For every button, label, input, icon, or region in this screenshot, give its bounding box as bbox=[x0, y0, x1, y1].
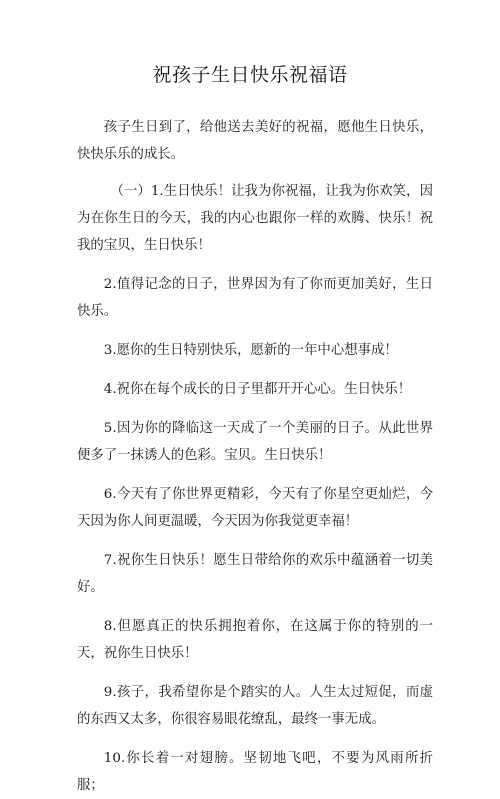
paragraph-item-6: 6.今天有了你世界更精彩，今天有了你星空更灿烂，今天因为你人间更温暖，今天因为你我觉更幸福！ bbox=[77, 487, 433, 529]
paragraph-item-8: 8.但愿真正的快乐拥抱着你，在这属于你的特别的一天，祝你生日快乐！ bbox=[77, 619, 433, 661]
paragraph-item-4: 4.祝你在每个成长的日子里都开开心心。生日快乐！ bbox=[103, 382, 412, 397]
document-body bbox=[77, 114, 433, 799]
paragraph-item-7: 7.祝你生日快乐！愿生日带给你的欢乐中蕴涵着一切美好。 bbox=[77, 553, 433, 595]
paragraph-item-3: 3.愿你的生日特别快乐，愿新的一年中心想事成！ bbox=[103, 343, 398, 358]
paragraph-item-10: 10.你长着一对翅膀。坚韧地飞吧，不要为风雨所折服； bbox=[77, 751, 433, 793]
paragraph-intro: 孩子生日到了，给他送去美好的祝福，愿他生日快乐，快快乐乐的成长。 bbox=[77, 120, 433, 162]
paragraph-item-5: 5.因为你的降临这一天成了一个美丽的日子。从此世界便多了一抹诱人的色彩。宝贝。生日快乐！ bbox=[77, 421, 433, 463]
paragraph-item-9: 9.孩子，我希望你是个踏实的人。人生太过短促，而虚的东西又太多，你很容易眼花缭乱，最终一事无成。 bbox=[77, 685, 433, 727]
paragraph-item-1: （一）1.生日快乐！让我为你祝福，让我为你欢笑，因为在你生日的今天，我的内心也跟你一样的欢腾、快乐！祝我的宝贝，生日快乐！ bbox=[77, 184, 433, 253]
document-title: 祝孩子生日快乐祝福语 bbox=[152, 64, 348, 86]
paragraph-item-2: 2.值得记念的日子，世界因为有了你而更加美好，生日快乐。 bbox=[77, 277, 433, 319]
